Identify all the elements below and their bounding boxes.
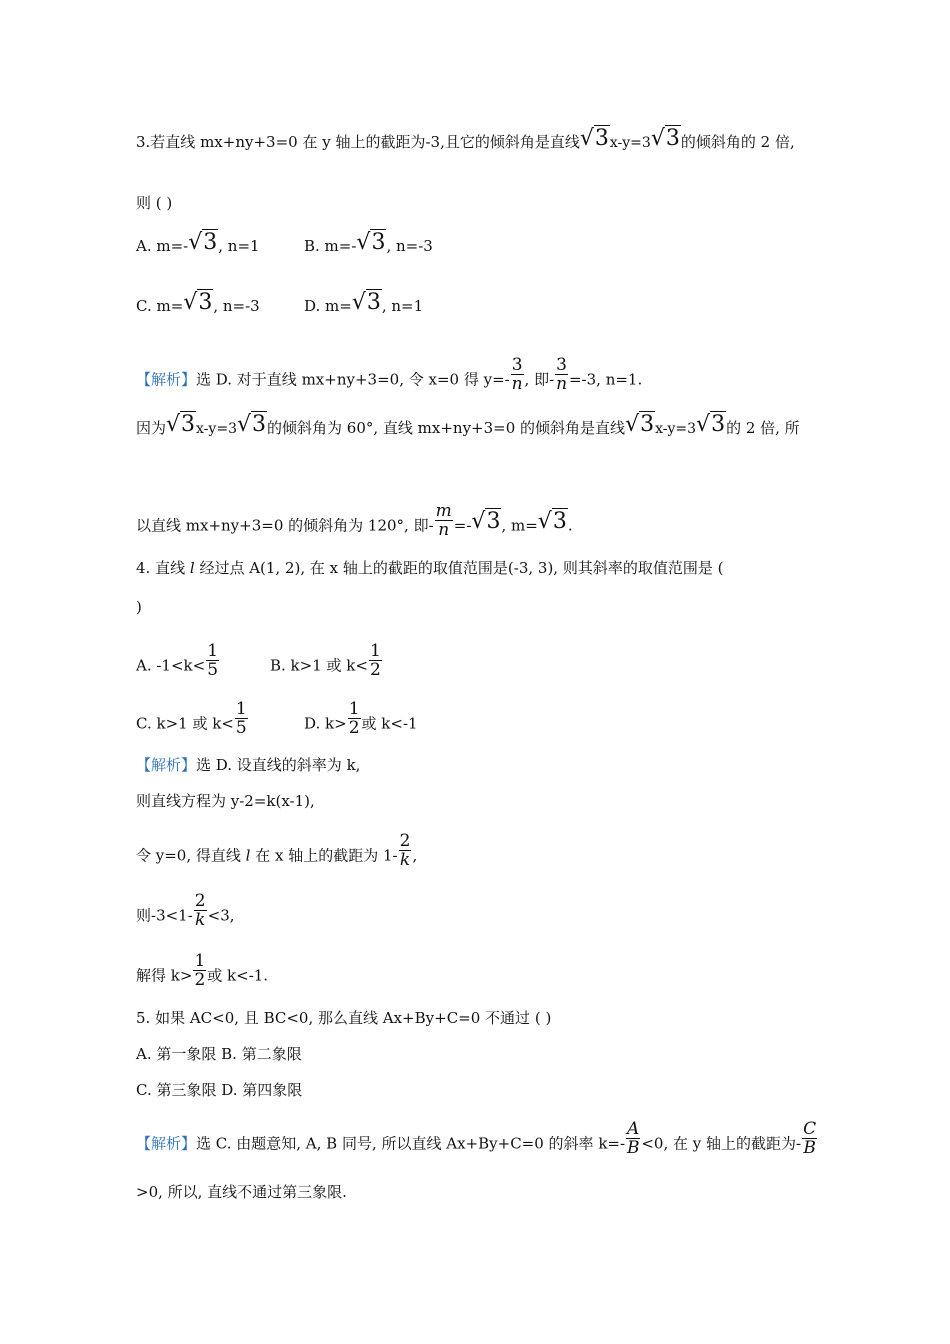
sqrt-3: √3 bbox=[471, 509, 501, 534]
q5-options-cd: C. 第三象限 D. 第四象限 bbox=[136, 1081, 303, 1099]
q4-option-b-text: B. k>1 或 k< bbox=[270, 656, 368, 675]
sqrt-3: √3 bbox=[356, 229, 386, 255]
solution-tag: 【解析】 bbox=[136, 370, 197, 389]
q3-stem-tail: 则 ( ) bbox=[136, 194, 173, 212]
q4-option-d-text: D. k> bbox=[304, 714, 347, 733]
q3-stem-text-b: x-y=3 bbox=[609, 135, 651, 151]
q3-option-c bbox=[136, 289, 260, 318]
q4-option-c bbox=[136, 699, 249, 743]
q5-stem: 5. 如果 AC<0, 且 BC<0, 那么直线 Ax+By+C=0 不通过 ( ) bbox=[136, 1009, 552, 1027]
sqrt-3: √3 bbox=[351, 289, 381, 315]
sqrt-3: √3 bbox=[183, 289, 213, 315]
fraction-m-over-n: $\frac{m}{n}$ bbox=[435, 501, 452, 540]
q4-option-c-text: C. k>1 或 k< bbox=[136, 714, 234, 733]
fraction-1-over-5: $\frac{1}{5}$ bbox=[235, 699, 247, 738]
q3-stem bbox=[136, 125, 795, 154]
q4-stem bbox=[136, 558, 723, 578]
q3-solution-line-3 bbox=[136, 501, 573, 545]
q3-option-b bbox=[304, 229, 433, 258]
fraction-3-over-n: $\frac{3}{n}$ bbox=[511, 355, 523, 394]
fraction-1-over-2: $\frac{1}{2}$ bbox=[369, 641, 381, 680]
q3-option-d bbox=[304, 289, 424, 318]
fraction-a-over-b: $\frac{A}{B}$ bbox=[626, 1119, 640, 1158]
q4-sol3-l: l bbox=[245, 846, 251, 865]
sqrt-3: √3 bbox=[579, 125, 609, 151]
q3-option-d-text: D. m= bbox=[304, 297, 352, 315]
q4-sol3-b: 在 x 轴上的截距为 1- bbox=[250, 846, 398, 865]
q5-sol1-b: <0, 在 y 轴上的截距为- bbox=[641, 1134, 802, 1153]
q3-sol2-e: 的 2 倍, 所 bbox=[726, 419, 800, 437]
q3-sol1-b: , 即- bbox=[524, 370, 555, 389]
sqrt-3: √3 bbox=[236, 411, 267, 437]
q4-option-b bbox=[270, 641, 383, 685]
q3-sol3-d: . bbox=[567, 516, 573, 535]
q3-sol1-a: 选 D. 对于直线 mx+ny+3=0, 令 x=0 得 y=- bbox=[196, 370, 510, 389]
q4-sol3-a: 令 y=0, 得直线 bbox=[136, 846, 246, 865]
q3-sol2-b: x-y=3 bbox=[196, 421, 237, 437]
fraction-1-over-5: $\frac{1}{5}$ bbox=[207, 641, 219, 680]
q3-option-b-n: , n=-3 bbox=[386, 237, 433, 255]
q4-sol4-b: <3, bbox=[207, 906, 235, 925]
q3-sol3-a: 以直线 mx+ny+3=0 的倾斜角为 120°, 即- bbox=[136, 516, 434, 535]
q4-sol1: 选 D. 设直线的斜率为 k, bbox=[196, 756, 361, 774]
q3-option-a-n: , n=1 bbox=[218, 237, 260, 255]
q4-sol3-c: , bbox=[412, 846, 418, 865]
q3-option-d-n: , n=1 bbox=[381, 297, 424, 315]
q4-sol5-a: 解得 k> bbox=[136, 966, 193, 985]
q4-solution-line-1 bbox=[136, 755, 360, 775]
q4-solution-line-4 bbox=[136, 891, 235, 935]
q4-sol4-a: 则-3<1- bbox=[136, 906, 193, 925]
q3-option-a-text: A. m=- bbox=[136, 237, 189, 255]
q4-sol5-b: 或 k<-1. bbox=[207, 966, 269, 985]
fraction-2-over-k: $\frac{2}{k}$ bbox=[399, 831, 411, 870]
sqrt-3: √3 bbox=[537, 509, 567, 534]
q4-stem-b: 经过点 A(1, 2), 在 x 轴上的截距的取值范围是(-3, 3), 则其斜率的取值范围是 ( bbox=[194, 559, 724, 577]
sqrt-3: √3 bbox=[650, 125, 680, 151]
q5-solution-line-1 bbox=[136, 1119, 818, 1163]
fraction-3-over-n: $\frac{3}{n}$ bbox=[556, 355, 568, 394]
q3-option-c-n: , n=-3 bbox=[213, 297, 260, 315]
q3-sol2-d: x-y=3 bbox=[655, 421, 697, 437]
fraction-c-over-b: $\frac{C}{B}$ bbox=[803, 1119, 817, 1158]
q4-stem-tail: ) bbox=[136, 598, 142, 616]
q4-solution-line-2: 则直线方程为 y-2=k(x-1), bbox=[136, 792, 315, 810]
q4-option-a bbox=[136, 641, 220, 685]
q3-stem-text-a: 3.若直线 mx+ny+3=0 在 y 轴上的截距为-3,且它的倾斜角是直线 bbox=[136, 133, 580, 151]
fraction-1-over-2: $\frac{1}{2}$ bbox=[194, 951, 206, 990]
q4-option-d-tail: 或 k<-1 bbox=[361, 714, 418, 733]
q4-solution-line-3 bbox=[136, 831, 418, 875]
q3-option-a bbox=[136, 229, 260, 258]
q4-solution-line-5 bbox=[136, 951, 269, 995]
sqrt-3: √3 bbox=[188, 229, 218, 255]
q4-option-a-text: A. -1<k< bbox=[136, 656, 206, 675]
sqrt-3: √3 bbox=[625, 411, 655, 437]
q3-sol1-c: =-3, n=1. bbox=[568, 370, 643, 389]
sqrt-3: √3 bbox=[166, 411, 196, 437]
q3-stem-text-c: 的倾斜角的 2 倍, bbox=[680, 133, 795, 151]
q3-solution-line-2 bbox=[136, 411, 800, 440]
fraction-2-over-k: $\frac{2}{k}$ bbox=[194, 891, 206, 930]
q4-stem-l: l bbox=[189, 559, 195, 577]
q5-solution-line-2: >0, 所以, 直线不通过第三象限. bbox=[136, 1183, 347, 1201]
q3-sol3-b: =- bbox=[453, 516, 472, 535]
q4-option-d bbox=[304, 699, 418, 743]
q5-options-ab: A. 第一象限 B. 第二象限 bbox=[136, 1045, 302, 1063]
solution-tag: 【解析】 bbox=[136, 756, 197, 774]
q3-sol2-a: 因为 bbox=[136, 419, 167, 437]
q5-sol1-a: 选 C. 由题意知, A, B 同号, 所以直线 Ax+By+C=0 的斜率 k=- bbox=[196, 1134, 626, 1153]
sqrt-3: √3 bbox=[696, 411, 726, 437]
q3-option-c-text: C. m= bbox=[136, 297, 184, 315]
fraction-1-over-2: $\frac{1}{2}$ bbox=[348, 699, 360, 738]
q3-solution-line-1 bbox=[136, 355, 643, 399]
q4-stem-a: 4. 直线 bbox=[136, 559, 190, 577]
solution-tag: 【解析】 bbox=[136, 1134, 197, 1153]
q3-option-b-text: B. m=- bbox=[304, 237, 357, 255]
q3-sol3-c: , m= bbox=[501, 516, 538, 535]
q3-sol2-c: 的倾斜角为 60°, 直线 mx+ny+3=0 的倾斜角是直线 bbox=[267, 419, 626, 437]
